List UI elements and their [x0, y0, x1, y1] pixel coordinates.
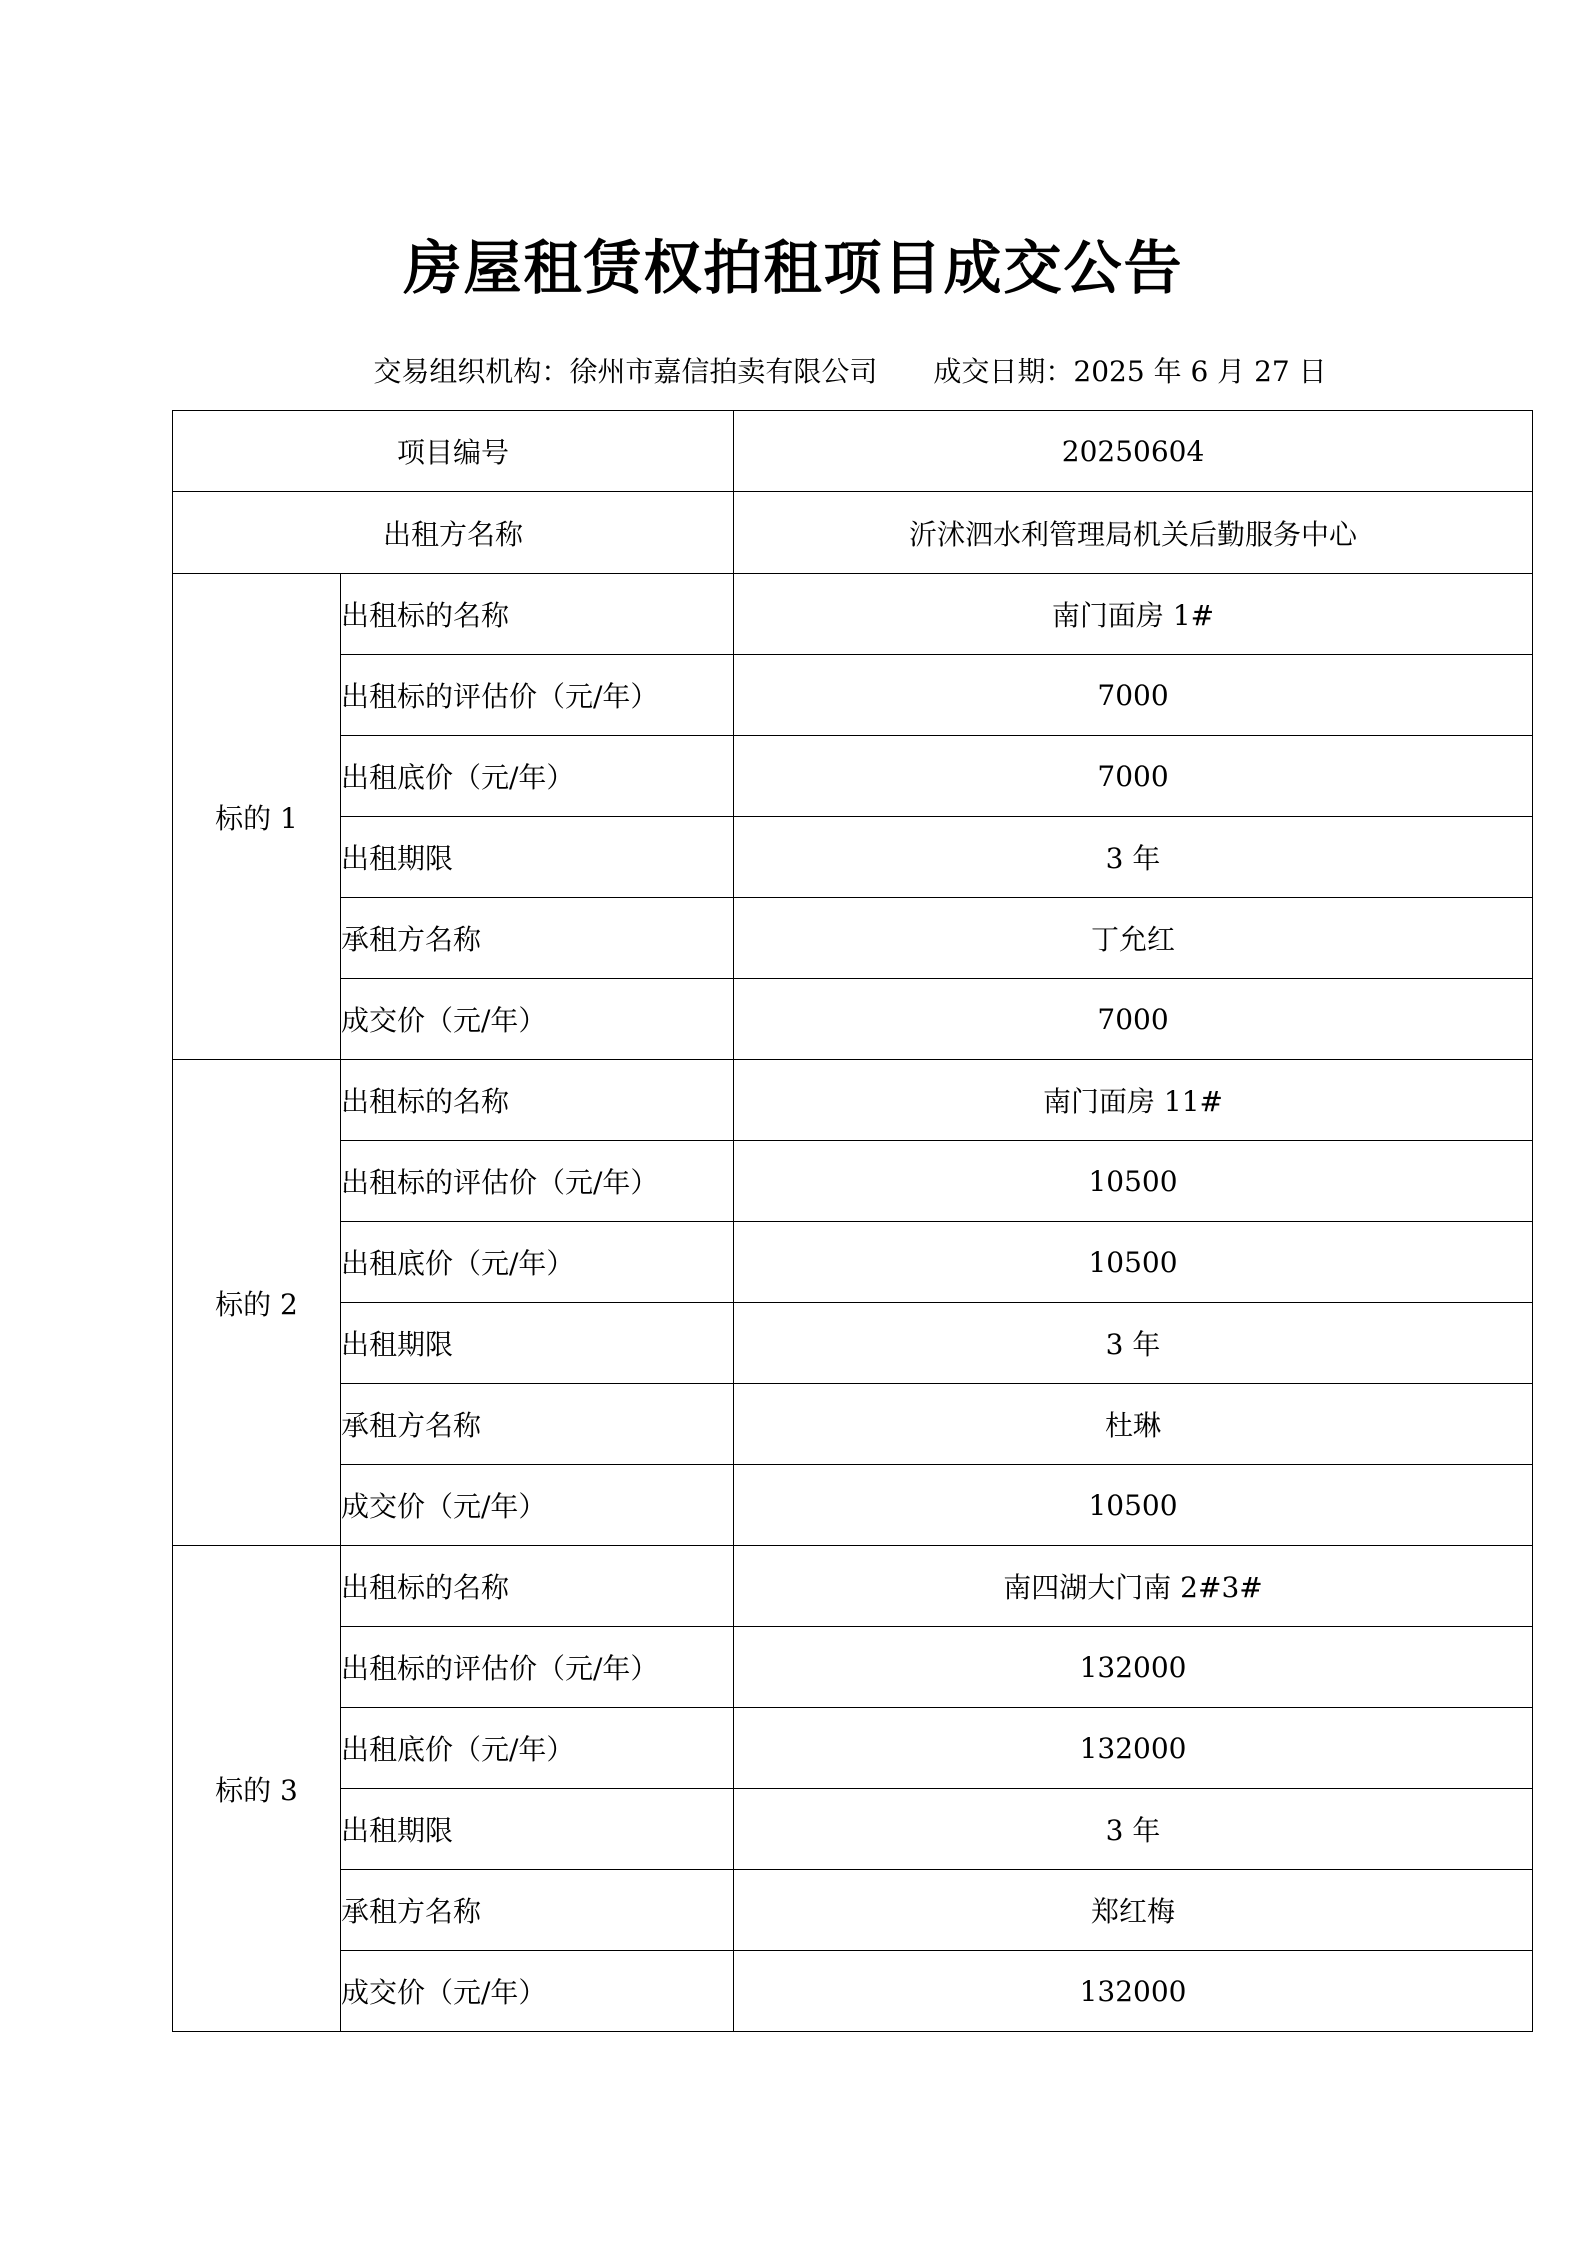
field-label-appraisal: 出租标的评估价（元/年）: [341, 1141, 734, 1222]
field-label-appraisal: 出租标的评估价（元/年）: [341, 1627, 734, 1708]
table-row: [173, 1546, 1533, 1627]
lot-3-reserve: 132000: [734, 1708, 1533, 1789]
lot-2-reserve: 10500: [734, 1222, 1533, 1303]
lot-1-label: 标的 1: [173, 574, 341, 1060]
page-title: 房屋租赁权拍租项目成交公告: [403, 234, 1184, 302]
deal-date-value: 2025 年 6 月 27 日: [1073, 355, 1327, 388]
lot-2-deal: 10500: [734, 1465, 1533, 1546]
lessor-label: 出租方名称: [173, 492, 734, 574]
field-label-name: 出租标的名称: [341, 1060, 734, 1141]
field-label-appraisal: 出租标的评估价（元/年）: [341, 655, 734, 736]
lot-3-appraisal: 132000: [734, 1627, 1533, 1708]
lot-1-deal: 7000: [734, 979, 1533, 1060]
lot-1-lessee: 丁允红: [734, 898, 1533, 979]
table-row-lessor: [173, 492, 1533, 574]
field-label-reserve: 出租底价（元/年）: [341, 1708, 734, 1789]
field-label-reserve: 出租底价（元/年）: [341, 1222, 734, 1303]
field-label-name: 出租标的名称: [341, 1546, 734, 1627]
project-no-label: 项目编号: [173, 411, 734, 492]
table-row: [173, 979, 1533, 1060]
field-label-lessee: 承租方名称: [341, 1384, 734, 1465]
table-row: [173, 898, 1533, 979]
table-row: [173, 1708, 1533, 1789]
field-label-lessee: 承租方名称: [341, 1870, 734, 1951]
deal-table: [172, 410, 1533, 2032]
table-row: [173, 1870, 1533, 1951]
table-row: [173, 1951, 1533, 2032]
lot-1-term: 3 年: [734, 817, 1533, 898]
field-label-lessee: 承租方名称: [341, 898, 734, 979]
lot-2-appraisal: 10500: [734, 1141, 1533, 1222]
lot-3-deal: 132000: [734, 1951, 1533, 2032]
lot-1-reserve: 7000: [734, 736, 1533, 817]
announcement-meta: [170, 352, 1530, 392]
table-row-project-no: [173, 411, 1533, 492]
field-label-term: 出租期限: [341, 1789, 734, 1870]
field-label-term: 出租期限: [341, 817, 734, 898]
table-row: [173, 1384, 1533, 1465]
table-row: [173, 1060, 1533, 1141]
table-row: [173, 1303, 1533, 1384]
field-label-deal: 成交价（元/年）: [341, 1465, 734, 1546]
organizer-label: 交易组织机构：: [373, 355, 570, 388]
lot-3-lessee: 郑红梅: [734, 1870, 1533, 1951]
field-label-deal: 成交价（元/年）: [341, 1951, 734, 2032]
table-row: [173, 736, 1533, 817]
field-label-term: 出租期限: [341, 1303, 734, 1384]
lot-3-term: 3 年: [734, 1789, 1533, 1870]
field-label-name: 出租标的名称: [341, 574, 734, 655]
lot-3-label: 标的 3: [173, 1546, 341, 2032]
lot-2-label: 标的 2: [173, 1060, 341, 1546]
field-label-reserve: 出租底价（元/年）: [341, 736, 734, 817]
deal-date-label: 成交日期：: [933, 355, 1074, 388]
lot-1-name: 南门面房 1#: [734, 574, 1533, 655]
lot-2-term: 3 年: [734, 1303, 1533, 1384]
lot-2-lessee: 杜琳: [734, 1384, 1533, 1465]
table-row: [173, 574, 1533, 655]
table-row: [173, 1789, 1533, 1870]
lot-1-appraisal: 7000: [734, 655, 1533, 736]
table-row: [173, 817, 1533, 898]
field-label-deal: 成交价（元/年）: [341, 979, 734, 1060]
table-row: [173, 1465, 1533, 1546]
organizer-value: 徐州市嘉信拍卖有限公司: [569, 355, 878, 388]
table-row: [173, 1627, 1533, 1708]
table-row: [173, 1141, 1533, 1222]
table-row: [173, 1222, 1533, 1303]
lot-2-name: 南门面房 11#: [734, 1060, 1533, 1141]
lessor-value: 沂沭泗水利管理局机关后勤服务中心: [734, 492, 1533, 574]
lot-3-name: 南四湖大门南 2#3#: [734, 1546, 1533, 1627]
project-no-value: 20250604: [734, 411, 1533, 492]
table-row: [173, 655, 1533, 736]
